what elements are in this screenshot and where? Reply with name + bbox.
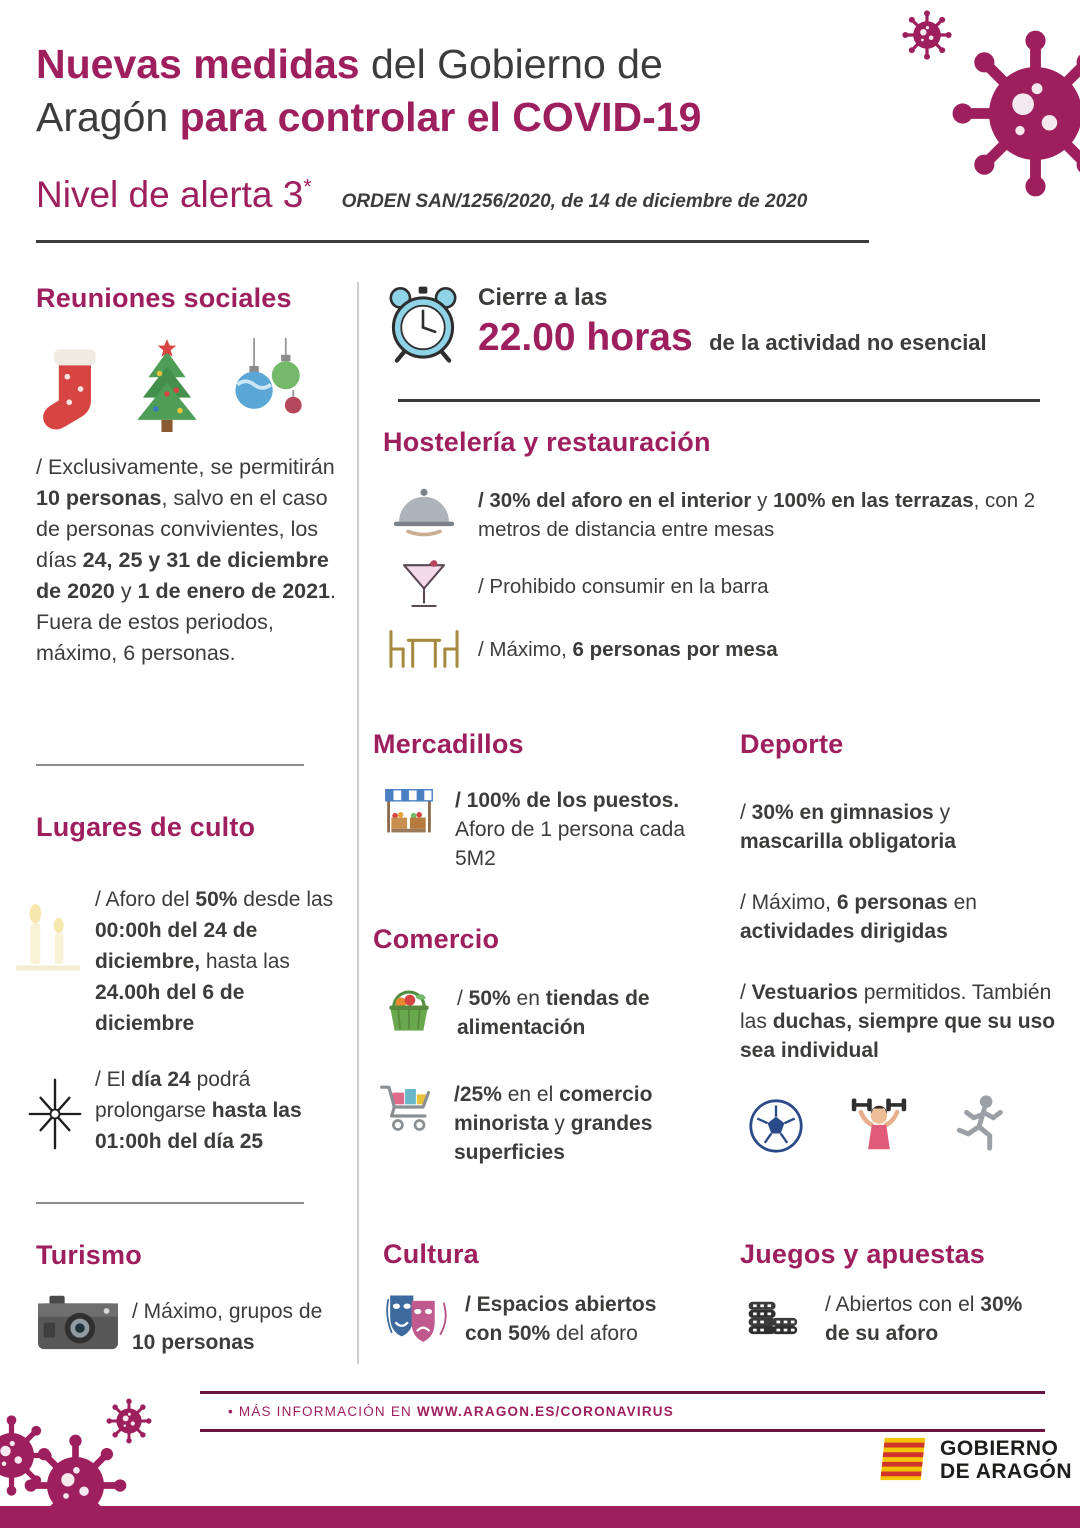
culto-item1-text: / Aforo del 50% desde las 00:00h del 24 de diciembre, hasta las 24.00h del 6 de diciembre	[95, 888, 334, 1035]
christmas-tree-icon	[128, 338, 206, 435]
deporte-item1-text: / 30% en gimnasios y mascarilla obligatoria	[740, 801, 956, 853]
mercadillos-item-text: / 100% de los puestos. Aforo de 1 persona cada 5M2	[455, 789, 685, 870]
runner-icon	[954, 1094, 1004, 1154]
christmas-stocking-icon	[38, 343, 108, 435]
juegos-item-text: / Abiertos con el 30% de su aforo	[825, 1293, 1023, 1345]
star-sparkle-icon	[26, 1078, 84, 1150]
page-title-line2: Aragón para controlar el COVID-19	[36, 94, 702, 140]
hosteleria-mesa-text: / Máximo, 6 personas por mesa	[478, 637, 778, 661]
section-title-culto: Lugares de culto	[36, 812, 256, 842]
cocktail-icon	[399, 560, 449, 612]
closure-time: 22.00 horas	[478, 316, 693, 359]
camera-icon	[36, 1292, 120, 1351]
closure-banner	[478, 284, 987, 360]
section-title-deporte: Deporte	[740, 729, 844, 759]
theater-masks-icon	[383, 1290, 449, 1342]
cultura-item-text: / Espacios abiertos con 50% del aforo	[465, 1293, 657, 1345]
logo-text-line1: GOBIERNO	[940, 1437, 1059, 1460]
deporte-item2-text: / Máximo, 6 personas en actividades dirigidas	[740, 891, 977, 943]
gobierno-aragon-logo	[880, 1437, 1072, 1483]
hosteleria-aforo-text: / 30% del aforo en el interior y 100% en las terrazas, con 2 metros de distancia entre mesas	[478, 489, 1036, 541]
section-title-mercadillos: Mercadillos	[373, 729, 524, 759]
page-title	[36, 38, 916, 144]
turismo-item-text: / Máximo, grupos de 10 personas	[132, 1300, 323, 1354]
aragon-flag-icon	[880, 1437, 928, 1481]
closure-intro: Cierre a las	[478, 284, 608, 311]
divider	[36, 764, 304, 766]
page-title-line1: Nuevas medidas del Gobierno de	[36, 41, 663, 87]
soccer-ball-icon	[748, 1098, 804, 1154]
section-title-cultura: Cultura	[383, 1239, 479, 1269]
footer-bar	[0, 1506, 1080, 1528]
coronavirus-icon	[0, 1398, 170, 1513]
candles-icon	[14, 898, 82, 976]
deporte-item3-text: / Vestuarios permitidos. También las duchas, siempre que su uso sea individual	[740, 981, 1056, 1062]
closure-divider	[398, 399, 1040, 402]
reuniones-body-text: / Exclusivamente, se permitirán 10 personas, salvo en el caso de personas convivientes, los días 24, 25 y 31 de diciembre de 2020 y 1 de enero de 2021. Fuera de estos periodos, máximo, 6 personas.	[36, 455, 337, 665]
alert-level: Nivel de alerta 3*	[36, 174, 312, 215]
section-title-hosteleria: Hostelería y restauración	[383, 427, 711, 457]
closure-scope: de la actividad no esencial	[709, 330, 987, 355]
poker-chips-icon	[745, 1290, 799, 1344]
hosteleria-barra-text: / Prohibido consumir en la barra	[478, 574, 769, 598]
coronavirus-icon	[900, 8, 1080, 233]
header-divider	[36, 240, 869, 243]
market-stall-icon	[383, 786, 435, 838]
logo-text-line2: DE ARAGÓN	[940, 1460, 1073, 1483]
section-title-comercio: Comercio	[373, 924, 500, 954]
footer-info-text: • MÁS INFORMACIÓN EN WWW.ARAGON.ES/CORONAVIRUS	[228, 1404, 674, 1419]
serving-cloche-icon	[392, 486, 456, 536]
vertical-divider	[357, 282, 359, 1364]
comercio-item1-text: / 50% en tiendas de alimentación	[457, 987, 650, 1039]
section-title-turismo: Turismo	[36, 1240, 142, 1270]
section-title-reuniones: Reuniones sociales	[36, 283, 292, 313]
weightlifting-icon	[850, 1092, 908, 1154]
shopping-cart-icon	[378, 1080, 434, 1134]
alarm-clock-icon	[383, 282, 463, 366]
grocery-basket-icon	[383, 984, 435, 1036]
alert-asterisk: *	[303, 175, 312, 199]
section-title-juegos: Juegos y apuestas	[740, 1239, 986, 1269]
footer-divider-bottom	[200, 1429, 1045, 1432]
comercio-item2-text: /25% en el comercio minorista y grandes superficies	[454, 1083, 653, 1164]
order-reference: ORDEN SAN/1256/2020, de 14 de diciembre de 2020	[341, 191, 808, 212]
christmas-baubles-icon	[226, 338, 312, 435]
divider	[36, 1202, 304, 1204]
footer-divider-top	[200, 1391, 1045, 1394]
table-chairs-icon	[384, 628, 464, 670]
culto-item2-text: / El día 24 podrá prolongarse hasta las 01:00h del día 25	[95, 1068, 302, 1153]
